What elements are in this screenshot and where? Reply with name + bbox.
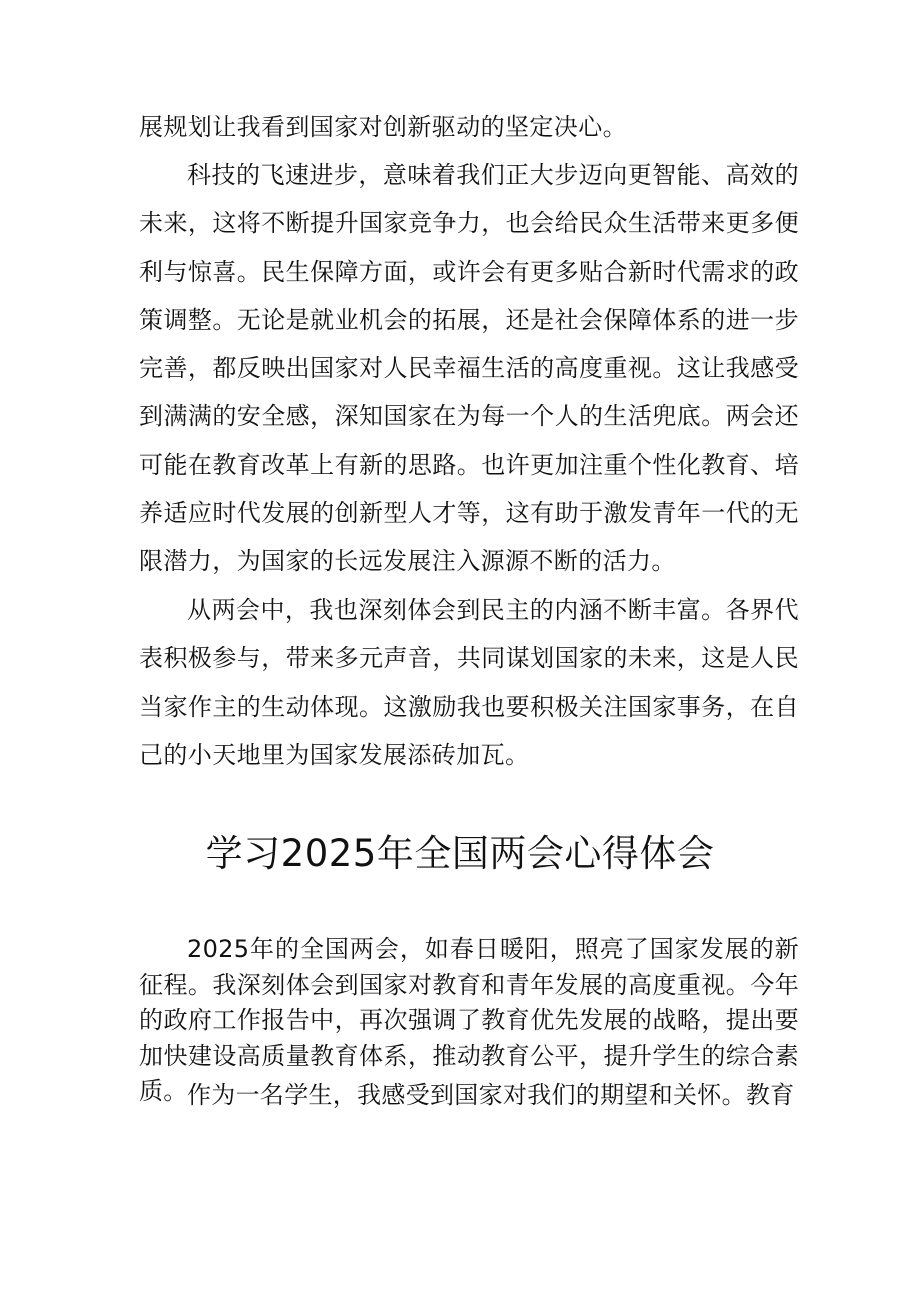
paragraph-education-intro: 2025年的全国两会，如春日暖阳，照亮了国家发展的新征程。我深刻体会到国家对教育和青年发展的高度重视。今年的政府工作报告中，再次强调了教育优先发展的战略，提出要加快建设高质量教育体系，推动教育公平，提升学生的综合素质。 <box>139 935 799 1105</box>
paragraph-technology-livelihood: 科技的飞速进步，意味着我们正大步迈向更智能、高效的未来，这将不断提升国家竞争力，也会给民众生活带来更多便利与惊喜。民生保障方面，或许会有更多贴合新时代需求的政策调整。无论是就业机会的拓展，还是社会保障体系的进一步完善，都反映出国家对人民幸福生活的高度重视。这让我感受到满满的安全感，深知国家在为每一个人的生活兜底。两会还可能在教育改革上有新的思路。也许更加注重个性化教育、培养适应时代发展的创新型人才等，这有助于激发青年一代的无限潜力，为国家的长远发展注入源源不断的活力。 <box>139 161 799 576</box>
paragraph-continuation: 展规划让我看到国家对创新驱动的坚定决心。 <box>139 113 627 141</box>
essay-title: 学习2025年全国两会心得体会 <box>205 832 715 875</box>
paragraph-student-view: 作为一名学生，我感受到国家对我们的期望和关怀。教育 <box>187 1081 795 1109</box>
paragraph-democracy: 从两会中，我也深刻体会到民主的内涵不断丰富。各界代表积极参与，带来多元声音，共同谋划国家的未来，这是人民当家作主的生动体现。这激励我也要积极关注国家事务，在自己的小天地里为国家发展添砖加瓦。 <box>139 596 799 769</box>
